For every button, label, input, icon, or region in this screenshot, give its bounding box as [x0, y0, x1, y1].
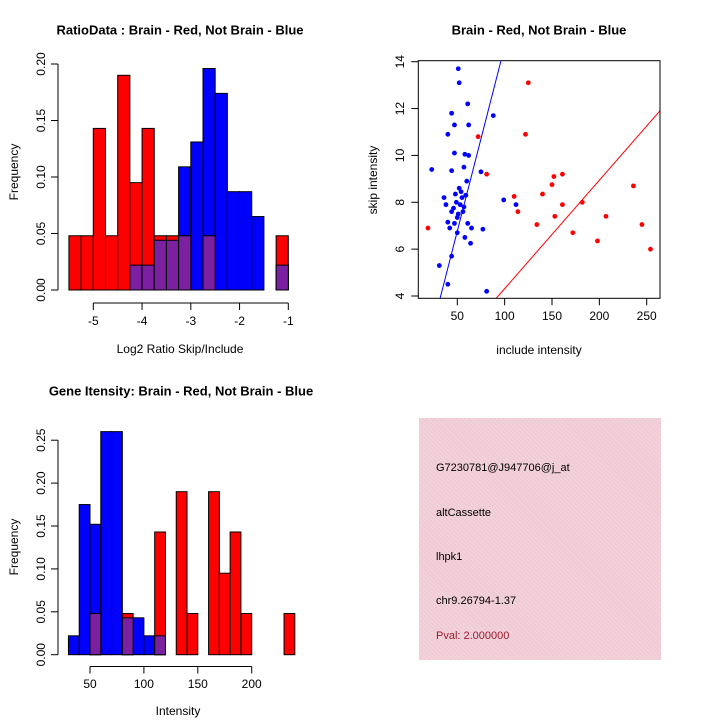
- ratio-hist-title: RatioData : Brain - Red, Not Brain - Blue: [56, 22, 304, 38]
- gene_hist-bar: [241, 614, 252, 655]
- scatter-point-blue: [465, 101, 470, 106]
- svg-text:50: 50: [450, 309, 464, 323]
- svg-text:14: 14: [393, 55, 408, 69]
- svg-text:0.00: 0.00: [34, 643, 49, 667]
- scatter-point-red: [534, 222, 539, 227]
- scatter-point-blue: [445, 132, 450, 137]
- blue-fit-line: [440, 59, 502, 299]
- scatter-point-red: [426, 226, 431, 231]
- scatter-point-red: [631, 183, 636, 188]
- scatter-point-blue: [469, 226, 474, 231]
- svg-text:100: 100: [494, 309, 515, 323]
- scatter-point-red: [604, 214, 609, 219]
- svg-text:10: 10: [393, 148, 408, 163]
- gene_hist-bar: [284, 614, 295, 655]
- scatter-point-blue: [455, 215, 460, 220]
- scatter-point-blue: [479, 169, 484, 174]
- scatter-point-blue: [468, 241, 473, 246]
- scatter-point-blue: [442, 195, 447, 200]
- scatter-point-blue: [460, 195, 465, 200]
- svg-text:200: 200: [241, 677, 262, 691]
- gene_hist-bar: [230, 532, 241, 655]
- svg-text:-3: -3: [185, 314, 197, 328]
- ratio_hist-bar: [105, 236, 117, 290]
- ratio_hist-bar: [69, 236, 81, 290]
- scatter-point-blue: [452, 123, 457, 128]
- svg-text:100: 100: [133, 677, 154, 691]
- locus-text: chr9.26794-1.37: [436, 595, 517, 607]
- svg-text:0.15: 0.15: [34, 108, 49, 133]
- scatter-point-red: [551, 174, 556, 179]
- scatter-point-red: [540, 192, 545, 197]
- scatter-point-blue: [466, 123, 471, 128]
- gene_hist-bar: [101, 432, 112, 655]
- scatter-point-red: [512, 194, 517, 199]
- scatter-point-blue: [480, 227, 485, 232]
- scatter-point-blue: [449, 111, 454, 116]
- scatter-point-blue: [452, 151, 457, 156]
- scatter-point-blue: [445, 220, 450, 225]
- scatter-point-red: [484, 172, 489, 177]
- svg-text:0.25: 0.25: [34, 428, 49, 452]
- svg-text:8: 8: [393, 198, 408, 206]
- scatter-point-red: [516, 209, 521, 214]
- scatter-point-blue: [491, 113, 496, 118]
- svg-text:-2: -2: [234, 314, 245, 328]
- svg-text:12: 12: [393, 101, 408, 116]
- scatter-xlabel: include intensity: [496, 343, 582, 357]
- scatter-point-blue: [514, 202, 519, 207]
- svg-text:-1: -1: [282, 314, 294, 328]
- scatter-point-blue: [466, 153, 471, 158]
- scatter-point-red: [476, 134, 481, 139]
- pvalue-text: Pval: 2.000000: [436, 630, 510, 642]
- ratio_hist-bar: [179, 236, 191, 290]
- svg-text:250: 250: [636, 309, 657, 323]
- svg-text:0.10: 0.10: [34, 557, 49, 581]
- gene_hist-bar: [79, 505, 90, 655]
- scatter-title: Brain - Red, Not Brain - Blue: [451, 22, 627, 38]
- ratio_hist-bar: [240, 192, 252, 290]
- scatter-point-blue: [501, 198, 506, 203]
- ratio_hist-plot: [34, 52, 294, 328]
- gene_hist-bar: [187, 614, 198, 655]
- scatter-plot: [393, 55, 661, 323]
- svg-text:0.00: 0.00: [34, 278, 49, 302]
- scatter-point-red: [595, 239, 600, 244]
- scatter-point-red: [550, 182, 555, 187]
- svg-text:4: 4: [393, 292, 408, 300]
- scatter-point-blue: [449, 254, 454, 259]
- scatter-point-blue: [459, 189, 464, 194]
- gene-info-box: [419, 418, 661, 660]
- scatter-point-blue: [456, 66, 461, 71]
- scatter-point-red: [560, 172, 565, 177]
- ratio_hist-bar: [118, 75, 130, 290]
- gene-hist-xlabel: Intensity: [155, 704, 201, 718]
- gene_hist-plot: [34, 428, 295, 691]
- ratio-hist-ylabel: Frequency: [7, 143, 21, 201]
- scatter-point-blue: [429, 167, 434, 172]
- scatter-point-blue: [462, 165, 467, 170]
- svg-text:150: 150: [187, 677, 208, 691]
- ratio_hist-bar: [130, 265, 142, 290]
- scatter-ylabel: skip intensity: [366, 145, 380, 215]
- svg-text:0.05: 0.05: [34, 600, 49, 624]
- scatter-point-blue: [449, 168, 454, 173]
- gene-hist-ylabel: Frequency: [7, 518, 21, 576]
- svg-text:6: 6: [393, 245, 408, 253]
- scatter-box: [418, 61, 660, 299]
- svg-text:0.20: 0.20: [34, 52, 49, 76]
- ratio_hist-bar: [215, 93, 227, 290]
- scatter-point-blue: [447, 226, 452, 231]
- ratio_hist-bar: [191, 142, 203, 290]
- svg-text:0.15: 0.15: [34, 514, 49, 538]
- scatter-point-red: [580, 200, 585, 205]
- gene_hist-bar: [219, 573, 230, 655]
- ratio_hist-bar: [81, 236, 93, 290]
- ratio_hist-bar: [154, 240, 166, 290]
- scatter-point-red: [526, 80, 531, 85]
- scatter-point-blue: [455, 230, 460, 235]
- svg-text:0.10: 0.10: [34, 165, 49, 189]
- scatter-point-blue: [464, 179, 469, 184]
- scatter-point-blue: [457, 80, 462, 85]
- scatter-point-blue: [461, 209, 466, 214]
- scatter-point-red: [648, 247, 653, 252]
- svg-text:0.05: 0.05: [34, 221, 49, 246]
- gene_hist-bar: [144, 636, 155, 655]
- scatter-point-red: [570, 230, 575, 235]
- svg-text:-5: -5: [87, 314, 99, 328]
- svg-text:0.20: 0.20: [34, 471, 49, 495]
- svg-text:50: 50: [83, 677, 97, 691]
- scatter-point-blue: [462, 205, 467, 210]
- svg-text:200: 200: [589, 309, 610, 323]
- red-fit-line: [495, 110, 661, 300]
- gene_hist-bar: [68, 636, 79, 655]
- ratio_hist-bar: [203, 236, 215, 290]
- gene-hist-title: Gene Itensity: Brain - Red, Not Brain - Blue: [48, 383, 314, 399]
- svg-text:-4: -4: [136, 314, 148, 328]
- scatter-point-blue: [465, 221, 470, 226]
- ratio_hist-bar: [227, 192, 239, 290]
- probe-id-text: G7230781@J947706@j_at: [436, 462, 570, 474]
- gene-name-text: lhpk1: [436, 551, 463, 563]
- ratio_hist-bar: [93, 128, 105, 290]
- ratio_hist-bar: [252, 217, 264, 290]
- scatter-point-blue: [453, 192, 458, 197]
- gene_hist-bar: [90, 614, 101, 655]
- scatter-point-blue: [445, 282, 450, 287]
- scatter-point-blue: [449, 209, 454, 214]
- event-type-text: altCassette: [436, 507, 492, 519]
- scatter-point-blue: [484, 289, 489, 294]
- scatter-point-blue: [462, 235, 467, 240]
- scatter-point-blue: [437, 263, 442, 268]
- gene_hist-bar: [133, 618, 144, 655]
- ratio_hist-bar: [142, 265, 154, 290]
- ratio-hist-xlabel: Log2 Ratio Skip/Include: [116, 342, 244, 356]
- gene_hist-bar: [122, 618, 133, 655]
- ratio_hist-bar: [166, 240, 178, 290]
- svg-text:150: 150: [541, 309, 563, 323]
- scatter-point-blue: [452, 221, 457, 226]
- gene_hist-bar: [112, 432, 123, 655]
- scatter-point-red: [552, 214, 557, 219]
- scatter-point-red: [560, 202, 565, 207]
- gene_hist-bar: [155, 636, 166, 655]
- scatter-point-red: [523, 132, 528, 137]
- ratio_hist-bar: [276, 265, 288, 290]
- gene_hist-bar: [209, 492, 220, 655]
- scatter-point-red: [640, 222, 645, 227]
- scatter-point-blue: [444, 202, 449, 207]
- gene_hist-bar: [176, 492, 187, 655]
